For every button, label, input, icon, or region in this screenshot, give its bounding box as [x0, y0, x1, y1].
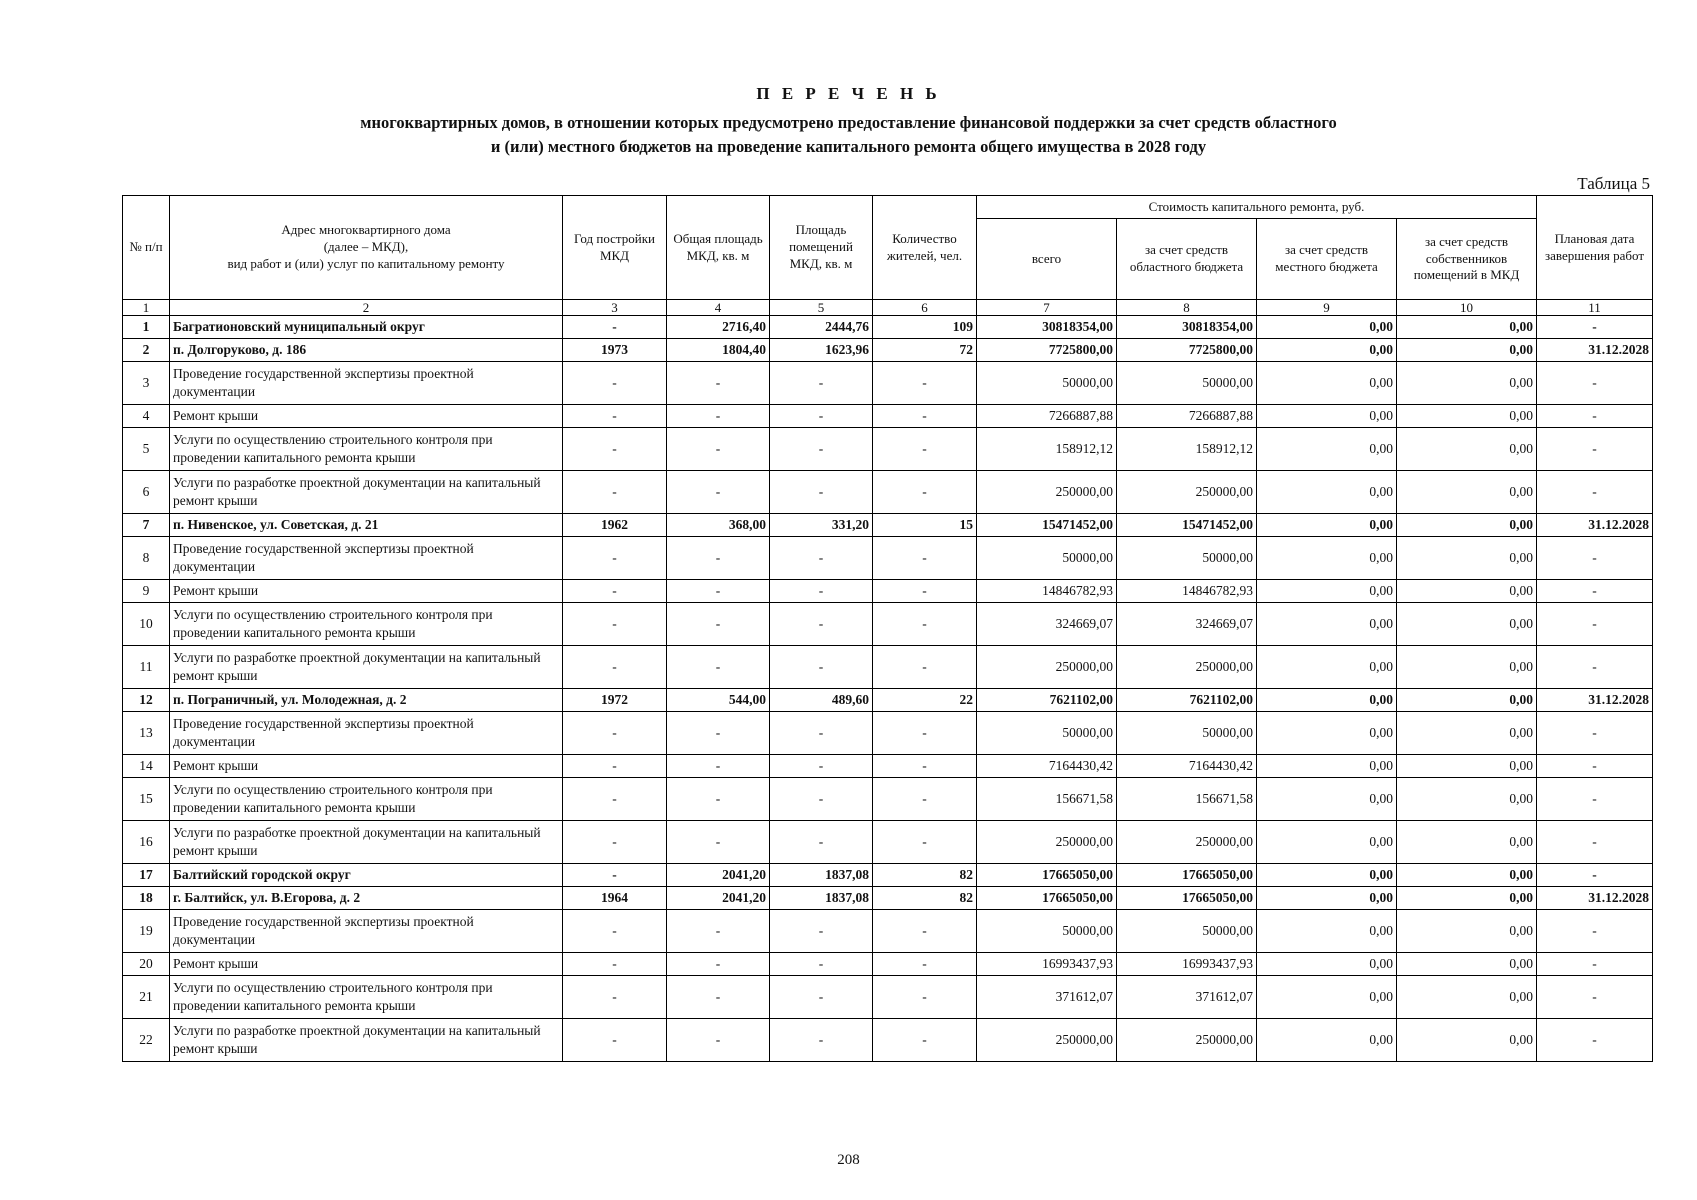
row-cost-local: 0,00 — [1257, 887, 1397, 910]
document-subtitle-line2: и (или) местного бюджетов на проведение капитального ремонта общего имущества в 2028 году — [490, 137, 1207, 156]
row-total-area: - — [667, 603, 770, 646]
header-address-line2: (далее – МКД), — [323, 239, 409, 255]
row-total-area: 2041,20 — [667, 864, 770, 887]
row-cost-owners: 0,00 — [1397, 646, 1537, 689]
row-premises-area: 1837,08 — [770, 864, 873, 887]
row-name: Услуги по разработке проектной документации на капитальный ремонт крыши — [170, 646, 563, 689]
row-total-area: - — [667, 712, 770, 755]
row-cost-total: 7266887,88 — [977, 405, 1117, 428]
column-number: 8 — [1117, 300, 1257, 316]
row-total-area: - — [667, 362, 770, 405]
row-cost-local: 0,00 — [1257, 821, 1397, 864]
row-year: - — [563, 580, 667, 603]
row-premises-area: - — [770, 976, 873, 1019]
row-name: Багратионовский муниципальный округ — [170, 316, 563, 339]
row-total-area: - — [667, 580, 770, 603]
row-total-area: - — [667, 953, 770, 976]
row-year: - — [563, 712, 667, 755]
row-premises-area: - — [770, 821, 873, 864]
row-cost-local: 0,00 — [1257, 755, 1397, 778]
row-premises-area: - — [770, 537, 873, 580]
row-premises-area: 1837,08 — [770, 887, 873, 910]
column-number: 9 — [1257, 300, 1397, 316]
table-row — [123, 471, 1653, 514]
row-year: 1972 — [563, 689, 667, 712]
row-cost-local: 0,00 — [1257, 1019, 1397, 1062]
header-cost-local: за счет средств местного бюджета — [1257, 219, 1397, 300]
row-residents: 82 — [873, 887, 977, 910]
row-total-area: - — [667, 471, 770, 514]
row-number: 4 — [123, 405, 170, 428]
row-planned-date: - — [1537, 646, 1653, 689]
row-cost-owners: 0,00 — [1397, 580, 1537, 603]
row-cost-local: 0,00 — [1257, 712, 1397, 755]
row-cost-total: 50000,00 — [977, 537, 1117, 580]
row-residents: 72 — [873, 339, 977, 362]
row-cost-total: 250000,00 — [977, 1019, 1117, 1062]
row-number: 7 — [123, 514, 170, 537]
row-total-area: 1804,40 — [667, 339, 770, 362]
row-cost-regional: 7725800,00 — [1117, 339, 1257, 362]
row-planned-date: - — [1537, 537, 1653, 580]
row-cost-owners: 0,00 — [1397, 864, 1537, 887]
row-cost-regional: 324669,07 — [1117, 603, 1257, 646]
row-cost-total: 7164430,42 — [977, 755, 1117, 778]
row-year: - — [563, 953, 667, 976]
row-planned-date: - — [1537, 910, 1653, 953]
column-number: 11 — [1537, 300, 1653, 316]
row-year: - — [563, 976, 667, 1019]
row-cost-total: 250000,00 — [977, 471, 1117, 514]
header-address-line1: Адрес многоквартирного дома — [281, 222, 451, 238]
row-planned-date: 31.12.2028 — [1537, 887, 1653, 910]
row-cost-total: 16993437,93 — [977, 953, 1117, 976]
row-planned-date: - — [1537, 316, 1653, 339]
row-cost-regional: 7164430,42 — [1117, 755, 1257, 778]
row-residents: - — [873, 1019, 977, 1062]
row-premises-area: - — [770, 405, 873, 428]
table-row — [123, 646, 1653, 689]
header-total-area: Общая площадь МКД, кв. м — [667, 196, 770, 300]
column-number: 1 — [123, 300, 170, 316]
table-row — [123, 316, 1653, 339]
row-cost-owners: 0,00 — [1397, 537, 1537, 580]
row-residents: - — [873, 362, 977, 405]
row-number: 19 — [123, 910, 170, 953]
table-row — [123, 428, 1653, 471]
row-name: п. Нивенское, ул. Советская, д. 21 — [170, 514, 563, 537]
table-row — [123, 953, 1653, 976]
row-premises-area: - — [770, 603, 873, 646]
row-cost-local: 0,00 — [1257, 953, 1397, 976]
table-row — [123, 864, 1653, 887]
row-total-area: - — [667, 428, 770, 471]
row-total-area: - — [667, 755, 770, 778]
row-name: Ремонт крыши — [170, 580, 563, 603]
row-number: 8 — [123, 537, 170, 580]
row-total-area: - — [667, 405, 770, 428]
table-header — [123, 196, 1653, 316]
row-name: Проведение государственной экспертизы проектной документации — [170, 712, 563, 755]
row-cost-owners: 0,00 — [1397, 362, 1537, 405]
row-cost-owners: 0,00 — [1397, 339, 1537, 362]
row-year: - — [563, 405, 667, 428]
row-cost-total: 14846782,93 — [977, 580, 1117, 603]
row-premises-area: - — [770, 910, 873, 953]
row-residents: - — [873, 646, 977, 689]
row-cost-regional: 7621102,00 — [1117, 689, 1257, 712]
row-cost-regional: 50000,00 — [1117, 362, 1257, 405]
row-premises-area: - — [770, 428, 873, 471]
row-cost-regional: 50000,00 — [1117, 537, 1257, 580]
row-year: - — [563, 537, 667, 580]
row-cost-total: 30818354,00 — [977, 316, 1117, 339]
row-cost-total: 17665050,00 — [977, 887, 1117, 910]
row-cost-owners: 0,00 — [1397, 821, 1537, 864]
row-name: Балтийский городской округ — [170, 864, 563, 887]
header-cost-regional: за счет средств областного бюджета — [1117, 219, 1257, 300]
row-cost-regional: 50000,00 — [1117, 712, 1257, 755]
row-planned-date: - — [1537, 864, 1653, 887]
row-number: 13 — [123, 712, 170, 755]
row-residents: - — [873, 910, 977, 953]
column-number: 10 — [1397, 300, 1537, 316]
row-residents: - — [873, 755, 977, 778]
document-title: П Е Р Е Ч Е Н Ь — [756, 84, 941, 103]
row-cost-local: 0,00 — [1257, 428, 1397, 471]
row-year: - — [563, 1019, 667, 1062]
row-cost-total: 50000,00 — [977, 712, 1117, 755]
row-name: Услуги по осуществлению строительного контроля при проведении капитального ремонта крыши — [170, 428, 563, 471]
row-cost-owners: 0,00 — [1397, 778, 1537, 821]
row-cost-total: 156671,58 — [977, 778, 1117, 821]
row-number: 20 — [123, 953, 170, 976]
row-number: 22 — [123, 1019, 170, 1062]
row-year: - — [563, 428, 667, 471]
row-planned-date: - — [1537, 712, 1653, 755]
row-cost-local: 0,00 — [1257, 405, 1397, 428]
row-cost-regional: 250000,00 — [1117, 646, 1257, 689]
header-address — [170, 196, 563, 300]
table-body — [123, 316, 1653, 1062]
row-cost-total: 7725800,00 — [977, 339, 1117, 362]
row-premises-area: - — [770, 471, 873, 514]
column-number-row — [123, 300, 1653, 316]
row-total-area: - — [667, 910, 770, 953]
row-residents: 22 — [873, 689, 977, 712]
row-cost-regional: 14846782,93 — [1117, 580, 1257, 603]
row-residents: - — [873, 712, 977, 755]
row-residents: - — [873, 580, 977, 603]
row-planned-date: - — [1537, 471, 1653, 514]
row-premises-area: 489,60 — [770, 689, 873, 712]
row-total-area: 368,00 — [667, 514, 770, 537]
row-cost-owners: 0,00 — [1397, 689, 1537, 712]
row-cost-local: 0,00 — [1257, 339, 1397, 362]
row-cost-owners: 0,00 — [1397, 953, 1537, 976]
row-number: 12 — [123, 689, 170, 712]
row-cost-owners: 0,00 — [1397, 1019, 1537, 1062]
row-cost-local: 0,00 — [1257, 646, 1397, 689]
row-cost-local: 0,00 — [1257, 864, 1397, 887]
row-premises-area: - — [770, 1019, 873, 1062]
row-name: г. Балтийск, ул. В.Егорова, д. 2 — [170, 887, 563, 910]
row-cost-local: 0,00 — [1257, 778, 1397, 821]
row-total-area: - — [667, 537, 770, 580]
row-residents: - — [873, 821, 977, 864]
row-cost-total: 250000,00 — [977, 646, 1117, 689]
row-cost-owners: 0,00 — [1397, 712, 1537, 755]
row-name: Услуги по разработке проектной документации на капитальный ремонт крыши — [170, 471, 563, 514]
row-planned-date: 31.12.2028 — [1537, 689, 1653, 712]
row-year: - — [563, 603, 667, 646]
row-cost-total: 371612,07 — [977, 976, 1117, 1019]
row-cost-local: 0,00 — [1257, 471, 1397, 514]
row-planned-date: - — [1537, 428, 1653, 471]
row-cost-owners: 0,00 — [1397, 471, 1537, 514]
header-cost-total: всего — [977, 219, 1117, 300]
row-premises-area: - — [770, 362, 873, 405]
row-residents: - — [873, 603, 977, 646]
row-total-area: - — [667, 778, 770, 821]
row-premises-area: 331,20 — [770, 514, 873, 537]
row-number: 18 — [123, 887, 170, 910]
row-number: 1 — [123, 316, 170, 339]
row-name: Услуги по разработке проектной документации на капитальный ремонт крыши — [170, 1019, 563, 1062]
row-cost-total: 250000,00 — [977, 821, 1117, 864]
row-cost-owners: 0,00 — [1397, 976, 1537, 1019]
column-number: 3 — [563, 300, 667, 316]
header-premises-area: Площадь помещений МКД, кв. м — [770, 196, 873, 300]
row-planned-date: - — [1537, 953, 1653, 976]
row-cost-regional: 7266887,88 — [1117, 405, 1257, 428]
row-planned-date: - — [1537, 603, 1653, 646]
header-year: Год постройки МКД — [563, 196, 667, 300]
row-cost-regional: 156671,58 — [1117, 778, 1257, 821]
table-row — [123, 910, 1653, 953]
repair-list-table — [122, 195, 1653, 1062]
table-row — [123, 537, 1653, 580]
row-residents: - — [873, 428, 977, 471]
row-residents: - — [873, 471, 977, 514]
row-premises-area: 2444,76 — [770, 316, 873, 339]
row-planned-date: - — [1537, 778, 1653, 821]
table-row — [123, 755, 1653, 778]
row-cost-regional: 17665050,00 — [1117, 864, 1257, 887]
row-name: Услуги по осуществлению строительного контроля при проведении капитального ремонта крыши — [170, 778, 563, 821]
row-cost-total: 324669,07 — [977, 603, 1117, 646]
header-address-line3: вид работ и (или) услуг по капитальному ремонту — [227, 255, 505, 271]
document-subtitle-line1: многоквартирных домов, в отношении которых предусмотрено предоставление финансовой поддержки за счет средств областного — [360, 113, 1337, 132]
row-residents: - — [873, 953, 977, 976]
table-row — [123, 976, 1653, 1019]
row-total-area: 544,00 — [667, 689, 770, 712]
row-name: п. Долгоруково, д. 186 — [170, 339, 563, 362]
row-name: п. Пограничный, ул. Молодежная, д. 2 — [170, 689, 563, 712]
row-cost-regional: 250000,00 — [1117, 821, 1257, 864]
row-residents: - — [873, 537, 977, 580]
row-name: Услуги по разработке проектной документации на капитальный ремонт крыши — [170, 821, 563, 864]
row-residents: 15 — [873, 514, 977, 537]
row-premises-area: - — [770, 953, 873, 976]
table-row — [123, 689, 1653, 712]
row-cost-local: 0,00 — [1257, 514, 1397, 537]
row-planned-date: - — [1537, 976, 1653, 1019]
table-label: Таблица 5 — [1577, 174, 1650, 193]
table-row — [123, 580, 1653, 603]
table-row — [123, 821, 1653, 864]
row-number: 15 — [123, 778, 170, 821]
row-planned-date: 31.12.2028 — [1537, 339, 1653, 362]
row-cost-regional: 17665050,00 — [1117, 887, 1257, 910]
row-cost-total: 50000,00 — [977, 910, 1117, 953]
row-cost-local: 0,00 — [1257, 689, 1397, 712]
row-total-area: - — [667, 1019, 770, 1062]
column-number: 7 — [977, 300, 1117, 316]
row-cost-regional: 50000,00 — [1117, 910, 1257, 953]
row-name: Услуги по осуществлению строительного контроля при проведении капитального ремонта крыши — [170, 603, 563, 646]
row-cost-total: 15471452,00 — [977, 514, 1117, 537]
row-year: - — [563, 821, 667, 864]
row-cost-owners: 0,00 — [1397, 755, 1537, 778]
table-row — [123, 514, 1653, 537]
row-cost-owners: 0,00 — [1397, 316, 1537, 339]
row-year: - — [563, 362, 667, 405]
row-cost-local: 0,00 — [1257, 603, 1397, 646]
row-premises-area: - — [770, 778, 873, 821]
header-planned-date: Плановая дата завершения работ — [1537, 196, 1653, 300]
row-number: 21 — [123, 976, 170, 1019]
row-cost-owners: 0,00 — [1397, 514, 1537, 537]
row-cost-local: 0,00 — [1257, 976, 1397, 1019]
row-cost-local: 0,00 — [1257, 580, 1397, 603]
row-total-area: - — [667, 976, 770, 1019]
row-year: 1962 — [563, 514, 667, 537]
row-total-area: 2716,40 — [667, 316, 770, 339]
row-cost-local: 0,00 — [1257, 362, 1397, 405]
row-cost-total: 158912,12 — [977, 428, 1117, 471]
row-planned-date: - — [1537, 821, 1653, 864]
row-cost-regional: 371612,07 — [1117, 976, 1257, 1019]
row-year: 1964 — [563, 887, 667, 910]
column-number: 2 — [170, 300, 563, 316]
row-year: - — [563, 778, 667, 821]
row-number: 16 — [123, 821, 170, 864]
table-row — [123, 887, 1653, 910]
row-year: - — [563, 646, 667, 689]
header-num: № п/п — [123, 196, 170, 300]
row-name: Ремонт крыши — [170, 405, 563, 428]
header-cost-group: Стоимость капитального ремонта, руб. — [977, 196, 1537, 219]
row-planned-date: - — [1537, 755, 1653, 778]
row-number: 17 — [123, 864, 170, 887]
row-cost-owners: 0,00 — [1397, 603, 1537, 646]
table-row — [123, 405, 1653, 428]
row-name: Ремонт крыши — [170, 755, 563, 778]
row-cost-owners: 0,00 — [1397, 887, 1537, 910]
row-premises-area: - — [770, 580, 873, 603]
row-name: Проведение государственной экспертизы проектной документации — [170, 362, 563, 405]
row-year: - — [563, 864, 667, 887]
row-cost-total: 7621102,00 — [977, 689, 1117, 712]
row-planned-date: - — [1537, 405, 1653, 428]
row-cost-total: 17665050,00 — [977, 864, 1117, 887]
row-premises-area: 1623,96 — [770, 339, 873, 362]
row-cost-regional: 250000,00 — [1117, 1019, 1257, 1062]
row-number: 5 — [123, 428, 170, 471]
row-residents: - — [873, 405, 977, 428]
row-year: - — [563, 755, 667, 778]
row-cost-regional: 16993437,93 — [1117, 953, 1257, 976]
row-cost-regional: 158912,12 — [1117, 428, 1257, 471]
table-row — [123, 712, 1653, 755]
row-residents: - — [873, 778, 977, 821]
row-premises-area: - — [770, 755, 873, 778]
row-total-area: 2041,20 — [667, 887, 770, 910]
row-cost-local: 0,00 — [1257, 316, 1397, 339]
row-name: Ремонт крыши — [170, 953, 563, 976]
row-total-area: - — [667, 821, 770, 864]
row-number: 14 — [123, 755, 170, 778]
row-cost-total: 50000,00 — [977, 362, 1117, 405]
row-year: - — [563, 910, 667, 953]
table-row — [123, 1019, 1653, 1062]
row-premises-area: - — [770, 646, 873, 689]
row-number: 11 — [123, 646, 170, 689]
row-name: Услуги по осуществлению строительного контроля при проведении капитального ремонта крыши — [170, 976, 563, 1019]
row-number: 10 — [123, 603, 170, 646]
row-planned-date: - — [1537, 1019, 1653, 1062]
row-residents: 109 — [873, 316, 977, 339]
row-cost-local: 0,00 — [1257, 910, 1397, 953]
row-number: 3 — [123, 362, 170, 405]
table-row — [123, 362, 1653, 405]
row-cost-regional: 15471452,00 — [1117, 514, 1257, 537]
row-number: 6 — [123, 471, 170, 514]
row-cost-regional: 30818354,00 — [1117, 316, 1257, 339]
row-year: 1973 — [563, 339, 667, 362]
row-cost-owners: 0,00 — [1397, 910, 1537, 953]
row-cost-local: 0,00 — [1257, 537, 1397, 580]
column-number: 4 — [667, 300, 770, 316]
row-year: - — [563, 471, 667, 514]
row-cost-regional: 250000,00 — [1117, 471, 1257, 514]
page-number: 208 — [837, 1152, 860, 1168]
column-number: 6 — [873, 300, 977, 316]
row-number: 9 — [123, 580, 170, 603]
header-residents: Количество жителей, чел. — [873, 196, 977, 300]
column-number: 5 — [770, 300, 873, 316]
table-row — [123, 778, 1653, 821]
row-residents: 82 — [873, 864, 977, 887]
table-row — [123, 339, 1653, 362]
row-number: 2 — [123, 339, 170, 362]
row-residents: - — [873, 976, 977, 1019]
row-premises-area: - — [770, 712, 873, 755]
row-name: Проведение государственной экспертизы проектной документации — [170, 537, 563, 580]
table-row — [123, 603, 1653, 646]
row-planned-date: 31.12.2028 — [1537, 514, 1653, 537]
row-planned-date: - — [1537, 580, 1653, 603]
row-cost-owners: 0,00 — [1397, 405, 1537, 428]
row-total-area: - — [667, 646, 770, 689]
row-planned-date: - — [1537, 362, 1653, 405]
row-cost-owners: 0,00 — [1397, 428, 1537, 471]
row-year: - — [563, 316, 667, 339]
row-name: Проведение государственной экспертизы проектной документации — [170, 910, 563, 953]
header-cost-owners: за счет средств собственников помещений в МКД — [1397, 219, 1537, 300]
